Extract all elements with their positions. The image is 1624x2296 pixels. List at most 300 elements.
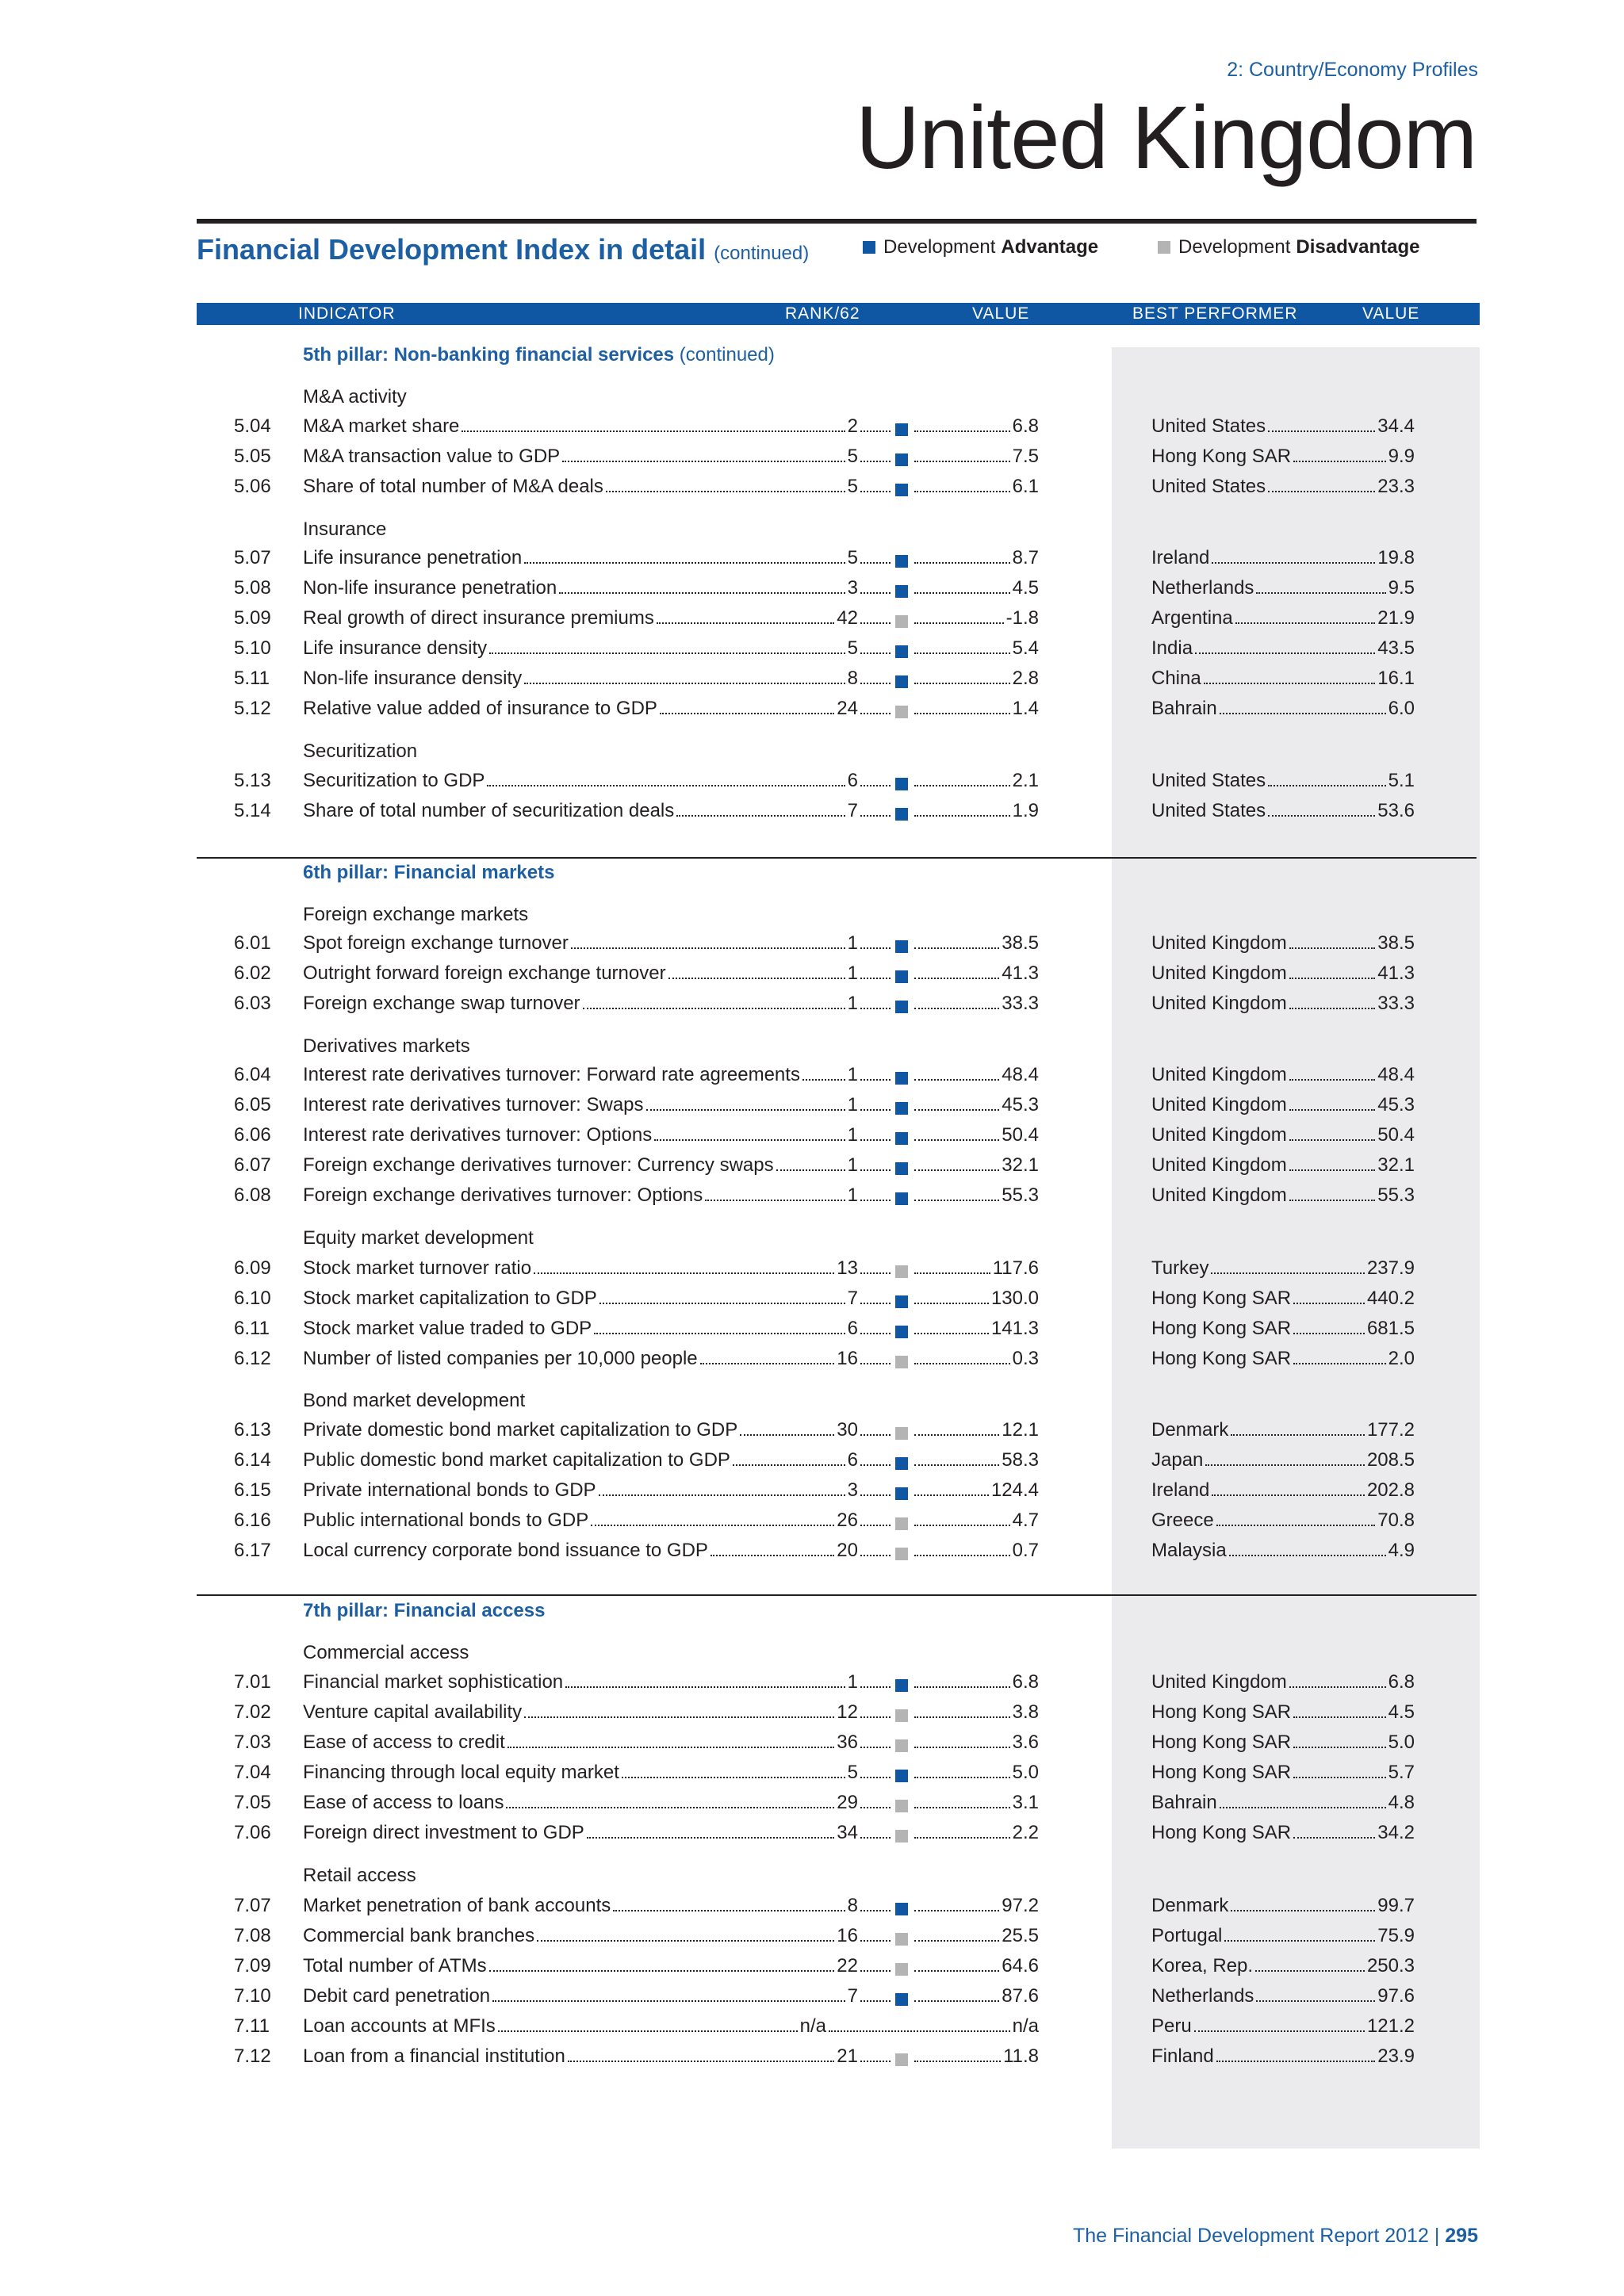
- indicator-number: 6.14: [234, 1449, 271, 1471]
- table-row: [0, 800, 1624, 828]
- advantage-square-icon: [895, 1192, 908, 1205]
- indicator-value: 141.3: [990, 1318, 1039, 1339]
- best-performer-value: 53.6: [1377, 800, 1415, 821]
- indicator-number: 5.07: [234, 547, 271, 568]
- best-performer: Peru: [1151, 2015, 1192, 2037]
- indicator-value-cell: [826, 2015, 1039, 2038]
- best-performer-value: 208.5: [1366, 1449, 1415, 1471]
- best-performer-cell: [1151, 1895, 1415, 1917]
- indicator-rank: 26: [837, 1510, 858, 1531]
- best-performer: Portugal: [1151, 1925, 1223, 1946]
- best-performer-cell: [1151, 1318, 1415, 1340]
- best-performer: United Kingdom: [1151, 1124, 1287, 1146]
- indicator-value: 97.2: [1002, 1895, 1039, 1916]
- indicator-rank: 1: [847, 1184, 858, 1206]
- best-performer-value: 97.6: [1377, 1985, 1415, 2007]
- indicator-name-cell: [303, 1985, 893, 2007]
- indicator-rank: 3: [847, 577, 858, 599]
- indicator-name: Stock market value traded to GDP: [303, 1318, 592, 1339]
- indicator-name: Ease of access to loans: [303, 1792, 504, 1813]
- disadvantage-square-icon: [895, 1800, 908, 1812]
- table-row: [0, 698, 1624, 726]
- pillar-5-note: (continued): [679, 344, 775, 365]
- best-performer: United Kingdom: [1151, 962, 1287, 984]
- indicator-value: 4.7: [1012, 1510, 1039, 1531]
- indicator-name: Non-life insurance density: [303, 668, 523, 689]
- best-performer-cell: [1151, 1732, 1415, 1754]
- indicator-name-cell: [303, 2015, 826, 2038]
- table-row: [0, 962, 1624, 991]
- indicator-name-cell: [303, 1671, 893, 1693]
- indicator-value: 5.0: [1012, 1762, 1039, 1783]
- indicator-number: 5.05: [234, 446, 271, 467]
- indicator-rank: 7: [847, 1985, 858, 2007]
- table-row: [0, 1510, 1624, 1538]
- advantage-square-icon: [895, 1326, 908, 1338]
- disadvantage-square-icon: [895, 706, 908, 718]
- indicator-number: 6.04: [234, 1064, 271, 1085]
- best-performer-value: 23.3: [1377, 476, 1415, 497]
- indicator-value: 0.7: [1012, 1540, 1039, 1561]
- indicator-value-cell: [912, 2045, 1039, 2068]
- indicator-rank: 5: [847, 476, 858, 497]
- indicator-name-cell: [303, 698, 893, 720]
- indicator-number: 7.07: [234, 1895, 271, 1916]
- best-performer-cell: [1151, 1449, 1415, 1471]
- indicator-number: 6.17: [234, 1540, 271, 1561]
- indicator-value-cell: [912, 476, 1039, 498]
- indicator-name: Local currency corporate bond issuance to GDP: [303, 1540, 708, 1561]
- indicator-name: Public domestic bond market capitalization to GDP: [303, 1449, 730, 1471]
- advantage-square-icon: [895, 1903, 908, 1915]
- footer-separator: |: [1434, 2225, 1440, 2247]
- table-row: [0, 2015, 1624, 2044]
- indicator-name-cell: [303, 577, 893, 599]
- table-row: [0, 637, 1624, 666]
- advantage-square-icon: [895, 1102, 908, 1115]
- best-performer: Hong Kong SAR: [1151, 446, 1292, 467]
- best-performer-cell: [1151, 800, 1415, 822]
- table-row: [0, 446, 1624, 474]
- indicator-value: 55.3: [1002, 1184, 1039, 1206]
- indicator-number: 6.02: [234, 962, 271, 984]
- indicator-name: Ease of access to credit: [303, 1732, 505, 1753]
- indicator-rank: 5: [847, 446, 858, 467]
- indicator-value: 3.1: [1012, 1792, 1039, 1813]
- indicator-value: 1.4: [1012, 698, 1039, 719]
- best-performer-cell: [1151, 1792, 1415, 1814]
- indicator-name-cell: [303, 932, 893, 955]
- indicator-name-cell: [303, 1955, 893, 1977]
- indicator-name-cell: [303, 962, 893, 985]
- indicator-value: 3.6: [1012, 1732, 1039, 1753]
- indicator-rank: 1: [847, 1064, 858, 1085]
- indicator-value-cell: [912, 962, 1039, 985]
- indicator-name: Non-life insurance penetration: [303, 577, 557, 599]
- best-performer: Hong Kong SAR: [1151, 1348, 1292, 1369]
- best-performer-value: 41.3: [1377, 962, 1415, 984]
- indicator-number: 6.07: [234, 1154, 271, 1176]
- indicator-value-cell: [912, 1184, 1039, 1207]
- indicator-name-cell: [303, 415, 893, 438]
- indicator-number: 6.06: [234, 1124, 271, 1146]
- indicator-value: 48.4: [1002, 1064, 1039, 1085]
- indicator-name: Life insurance penetration: [303, 547, 523, 568]
- indicator-rank: 8: [847, 1895, 858, 1916]
- best-performer-cell: [1151, 446, 1415, 468]
- indicator-name-cell: [303, 1184, 893, 1207]
- indicator-number: 7.04: [234, 1762, 271, 1783]
- indicator-rank: 24: [837, 698, 858, 719]
- indicator-name-cell: [303, 1288, 893, 1310]
- best-performer: Argentina: [1151, 607, 1233, 629]
- indicator-rank: 30: [837, 1419, 858, 1441]
- advantage-square-icon: [895, 484, 908, 496]
- advantage-square-icon: [895, 1770, 908, 1782]
- table-row: [0, 1762, 1624, 1790]
- indicator-number: 7.12: [234, 2045, 271, 2067]
- table-row: [0, 1479, 1624, 1508]
- best-performer: Korea, Rep.: [1151, 1955, 1254, 1976]
- indicator-name: Securitization to GDP: [303, 770, 485, 791]
- indicator-value-cell: [912, 1985, 1039, 2007]
- table-row: [0, 2045, 1624, 2074]
- indicator-value-cell: [912, 1762, 1039, 1784]
- best-performer-value: 4.8: [1388, 1792, 1415, 1813]
- best-performer: United States: [1151, 800, 1266, 821]
- indicator-number: 6.13: [234, 1419, 271, 1441]
- indicator-number: 7.09: [234, 1955, 271, 1976]
- best-performer-cell: [1151, 637, 1415, 660]
- indicator-value: -1.8: [1005, 607, 1039, 629]
- indicator-name: Share of total number of securitization deals: [303, 800, 675, 821]
- indicator-value: 1.9: [1012, 800, 1039, 821]
- best-performer-value: 121.2: [1366, 2015, 1415, 2037]
- disadvantage-square-icon: [1158, 241, 1170, 254]
- best-performer-value: 5.0: [1388, 1732, 1415, 1753]
- indicator-name-cell: [303, 1449, 893, 1471]
- advantage-square-icon: [895, 1072, 908, 1085]
- indicator-name-cell: [303, 1925, 893, 1947]
- indicator-name: Stock market capitalization to GDP: [303, 1288, 597, 1309]
- indicator-value-cell: [912, 1094, 1039, 1116]
- best-performer-value: 55.3: [1377, 1184, 1415, 1206]
- indicator-name-cell: [303, 1732, 893, 1754]
- indicator-value: 6.1: [1012, 476, 1039, 497]
- indicator-name-cell: [303, 1510, 893, 1532]
- indicator-name: Private domestic bond market capitalization to GDP: [303, 1419, 738, 1441]
- indicator-number: 6.15: [234, 1479, 271, 1501]
- best-performer-cell: [1151, 1671, 1415, 1693]
- indicator-rank: 12: [837, 1701, 858, 1723]
- best-performer-value: 250.3: [1366, 1955, 1415, 1976]
- best-performer: United Kingdom: [1151, 1154, 1287, 1176]
- best-performer-value: 4.9: [1388, 1540, 1415, 1561]
- best-performer: Turkey: [1151, 1257, 1209, 1279]
- indicator-rank: 16: [837, 1925, 858, 1946]
- indicator-rank: 5: [847, 547, 858, 568]
- indicator-value-cell: [912, 1318, 1039, 1340]
- indicator-number: 5.11: [234, 668, 270, 689]
- indicator-rank: 22: [837, 1955, 858, 1976]
- group-heading: Foreign exchange markets: [303, 904, 529, 925]
- table-row: [0, 1822, 1624, 1850]
- indicator-value-cell: [912, 1895, 1039, 1917]
- indicator-rank: 1: [847, 1154, 858, 1176]
- advantage-square-icon: [895, 808, 908, 821]
- table-row: [0, 1671, 1624, 1700]
- table-row: [0, 1419, 1624, 1448]
- best-performer-value: 440.2: [1366, 1288, 1415, 1309]
- group-heading: Derivatives markets: [303, 1035, 470, 1057]
- indicator-number: 6.05: [234, 1094, 271, 1115]
- indicator-name-cell: [303, 1479, 893, 1502]
- indicator-name: Relative value added of insurance to GDP: [303, 698, 657, 719]
- indicator-name-cell: [303, 770, 893, 792]
- best-performer: United States: [1151, 476, 1266, 497]
- best-performer: United States: [1151, 415, 1266, 437]
- best-performer-cell: [1151, 1064, 1415, 1086]
- indicator-name-cell: [303, 607, 893, 629]
- indicator-number: 6.08: [234, 1184, 271, 1206]
- best-performer-cell: [1151, 1955, 1415, 1977]
- best-performer-value: 9.5: [1388, 577, 1415, 599]
- indicator-name-cell: [303, 1822, 893, 1844]
- advantage-square-icon: [895, 555, 908, 568]
- best-performer-cell: [1151, 1479, 1415, 1502]
- indicator-name-cell: [303, 1094, 893, 1116]
- indicator-rank: 20: [837, 1540, 858, 1561]
- group-heading: Commercial access: [303, 1642, 469, 1663]
- indicator-rank: 3: [847, 1479, 858, 1501]
- best-performer: Hong Kong SAR: [1151, 1822, 1292, 1843]
- indicator-name: Foreign direct investment to GDP: [303, 1822, 584, 1843]
- indicator-name-cell: [303, 1318, 893, 1340]
- indicator-rank: 1: [847, 1124, 858, 1146]
- indicator-name: Loan from a financial institution: [303, 2045, 565, 2067]
- indicator-value-cell: [912, 1479, 1039, 1502]
- disadvantage-square-icon: [895, 1933, 908, 1946]
- indicator-number: 5.09: [234, 607, 271, 629]
- table-row: [0, 1925, 1624, 1954]
- indicator-value-cell: [912, 1540, 1039, 1562]
- indicator-name: Interest rate derivatives turnover: Forward rate agreements: [303, 1064, 800, 1085]
- indicator-name-cell: [303, 446, 893, 468]
- indicator-name-cell: [303, 1154, 893, 1177]
- indicator-rank: 29: [837, 1792, 858, 1813]
- indicator-value: 124.4: [990, 1479, 1039, 1501]
- indicator-name: Spot foreign exchange turnover: [303, 932, 569, 954]
- table-row: [0, 1732, 1624, 1760]
- indicator-value-cell: [912, 637, 1039, 660]
- indicator-value-cell: [912, 800, 1039, 822]
- best-performer-value: 99.7: [1377, 1895, 1415, 1916]
- pillar-title: [303, 344, 775, 366]
- indicator-name-cell: [303, 1792, 893, 1814]
- indicator-name-cell: [303, 1257, 893, 1280]
- indicator-value: 50.4: [1002, 1124, 1039, 1146]
- indicator-value-cell: [912, 1510, 1039, 1532]
- indicator-number: 6.01: [234, 932, 271, 954]
- table-row: [0, 1154, 1624, 1183]
- indicator-value: 87.6: [1002, 1985, 1039, 2007]
- col-best-performer: BEST PERFORMER: [1132, 304, 1298, 323]
- indicator-rank: 1: [847, 962, 858, 984]
- best-performer-cell: [1151, 577, 1415, 599]
- disadvantage-square-icon: [895, 1265, 908, 1278]
- best-performer: United Kingdom: [1151, 1094, 1287, 1115]
- indicator-name-cell: [303, 800, 893, 822]
- indicator-number: 6.03: [234, 993, 271, 1014]
- best-performer-value: 177.2: [1366, 1419, 1415, 1441]
- indicator-name-cell: [303, 1762, 893, 1784]
- indicator-rank: 6: [847, 1318, 858, 1339]
- indicator-value-cell: [912, 446, 1039, 468]
- best-performer: Netherlands: [1151, 1985, 1254, 2007]
- table-row: [0, 547, 1624, 576]
- disadvantage-square-icon: [895, 615, 908, 628]
- advantage-square-icon: [895, 1001, 908, 1013]
- indicator-value-cell: [912, 415, 1039, 438]
- disadvantage-square-icon: [895, 1548, 908, 1560]
- indicator-value: 41.3: [1002, 962, 1039, 984]
- indicator-name: Debit card penetration: [303, 1985, 491, 2007]
- indicator-value-cell: [912, 607, 1039, 629]
- best-performer-cell: [1151, 770, 1415, 792]
- best-performer-cell: [1151, 1510, 1415, 1532]
- best-performer-cell: [1151, 932, 1415, 955]
- pillar-6-title: 6th pillar: Financial markets: [303, 862, 555, 883]
- best-performer-value: 5.7: [1388, 1762, 1415, 1783]
- best-performer: Denmark: [1151, 1419, 1229, 1441]
- best-performer-value: 32.1: [1377, 1154, 1415, 1176]
- pillar-title: [303, 862, 554, 884]
- indicator-number: 6.09: [234, 1257, 271, 1279]
- indicator-name: Share of total number of M&A deals: [303, 476, 603, 497]
- best-performer: Finland: [1151, 2045, 1214, 2067]
- indicator-number: 5.12: [234, 698, 271, 719]
- best-performer: Hong Kong SAR: [1151, 1288, 1292, 1309]
- indicator-value: 33.3: [1002, 993, 1039, 1014]
- indicator-name: Interest rate derivatives turnover: Swaps: [303, 1094, 644, 1115]
- table-row: [0, 668, 1624, 696]
- indicator-name: Stock market turnover ratio: [303, 1257, 532, 1279]
- indicator-number: 5.14: [234, 800, 271, 821]
- disadvantage-square-icon: [895, 1709, 908, 1722]
- best-performer-cell: [1151, 1124, 1415, 1146]
- legend-advantage-prefix: Development: [883, 236, 996, 258]
- indicator-rank: 5: [847, 1762, 858, 1783]
- best-performer-value: 38.5: [1377, 932, 1415, 954]
- indicator-value-cell: [912, 1925, 1039, 1947]
- best-performer: Ireland: [1151, 547, 1210, 568]
- group-heading: Insurance: [303, 519, 387, 540]
- indicator-name: M&A transaction value to GDP: [303, 446, 561, 467]
- best-performer-cell: [1151, 962, 1415, 985]
- indicator-value: n/a: [1012, 2015, 1039, 2037]
- best-performer: United Kingdom: [1151, 1064, 1287, 1085]
- table-row: [0, 1792, 1624, 1820]
- legend-advantage: [863, 236, 1098, 258]
- best-performer-value: 23.9: [1377, 2045, 1415, 2067]
- indicator-value-cell: [912, 770, 1039, 792]
- table-row: [0, 1094, 1624, 1123]
- best-performer-cell: [1151, 607, 1415, 629]
- indicator-name-cell: [303, 1064, 893, 1086]
- indicator-number: 7.11: [234, 2015, 270, 2037]
- best-performer-cell: [1151, 2015, 1415, 2038]
- best-performer: Hong Kong SAR: [1151, 1701, 1292, 1723]
- title-rule: [197, 219, 1477, 224]
- best-performer-value: 33.3: [1377, 993, 1415, 1014]
- best-performer-value: 70.8: [1377, 1510, 1415, 1531]
- indicator-number: 6.16: [234, 1510, 271, 1531]
- best-performer-value: 202.8: [1366, 1479, 1415, 1501]
- indicator-name: M&A market share: [303, 415, 460, 437]
- page-footer: [1073, 2225, 1478, 2248]
- indicator-rank: 13: [837, 1257, 858, 1279]
- table-row: [0, 1124, 1624, 1153]
- group-heading: Securitization: [303, 740, 418, 762]
- legend-disadvantage: [1158, 236, 1419, 258]
- table-row: [0, 770, 1624, 798]
- indicator-value-cell: [912, 1419, 1039, 1441]
- best-performer: Netherlands: [1151, 577, 1254, 599]
- pillar-title: [303, 1600, 545, 1622]
- indicator-rank: 6: [847, 770, 858, 791]
- indicator-value-cell: [912, 577, 1039, 599]
- best-performer: Malaysia: [1151, 1540, 1227, 1561]
- best-performer-value: 43.5: [1377, 637, 1415, 659]
- legend-advantage-bold: Advantage: [1001, 236, 1099, 258]
- advantage-square-icon: [895, 1132, 908, 1145]
- indicator-number: 5.08: [234, 577, 271, 599]
- advantage-square-icon: [895, 585, 908, 598]
- advantage-square-icon: [895, 940, 908, 953]
- indicator-value-cell: [912, 1064, 1039, 1086]
- indicator-value: 12.1: [1002, 1419, 1039, 1441]
- best-performer-value: 4.5: [1388, 1701, 1415, 1723]
- col-value: VALUE: [972, 304, 1030, 323]
- indicator-value-cell: [912, 1348, 1039, 1370]
- legend-disadvantage-prefix: Development: [1178, 236, 1291, 258]
- best-performer-cell: [1151, 1925, 1415, 1947]
- best-performer: United Kingdom: [1151, 1671, 1287, 1693]
- best-performer-cell: [1151, 476, 1415, 498]
- indicator-value: 2.1: [1012, 770, 1039, 791]
- disadvantage-square-icon: [895, 1739, 908, 1752]
- indicator-value: 45.3: [1002, 1094, 1039, 1115]
- best-performer: United Kingdom: [1151, 993, 1287, 1014]
- indicator-number: 6.10: [234, 1288, 271, 1309]
- indicator-value: 5.4: [1012, 637, 1039, 659]
- col-indicator: INDICATOR: [298, 304, 396, 323]
- indicator-rank: 7: [847, 800, 858, 821]
- best-performer-value: 16.1: [1377, 668, 1415, 689]
- indicator-number: 5.06: [234, 476, 271, 497]
- group-heading: M&A activity: [303, 386, 407, 408]
- advantage-square-icon: [895, 645, 908, 658]
- footer-report: The Financial Development Report 2012: [1073, 2225, 1429, 2247]
- indicator-name-cell: [303, 1895, 893, 1917]
- best-performer-cell: [1151, 1540, 1415, 1562]
- indicator-rank: 8: [847, 668, 858, 689]
- table-row: [0, 1895, 1624, 1923]
- table-row: [0, 1318, 1624, 1346]
- indicator-rank: 1: [847, 993, 858, 1014]
- indicator-rank: 6: [847, 1449, 858, 1471]
- indicator-name: Foreign exchange swap turnover: [303, 993, 580, 1014]
